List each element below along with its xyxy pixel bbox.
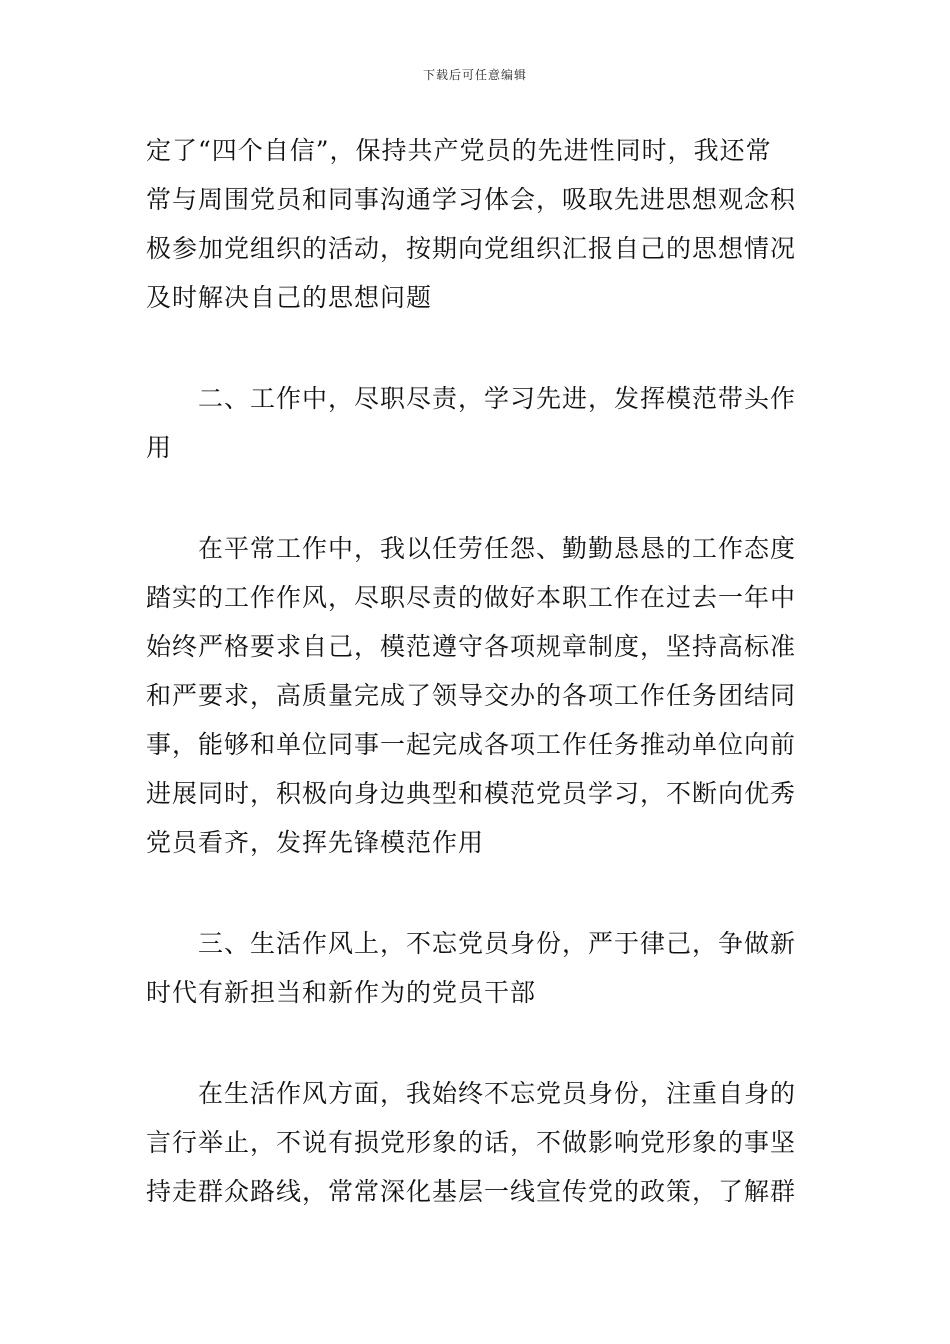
paragraph <box>146 1069 806 1216</box>
text-line: 用 <box>146 433 173 462</box>
paragraph <box>146 126 806 322</box>
text-line: 和严要求，高质量完成了领导交办的各项工作任务团结同 <box>146 681 797 710</box>
header-note: 下载后可任意编辑 <box>422 68 527 82</box>
text-line: 定了“四个自信”，保持共产党员的先进性同时，我还常 <box>146 136 772 165</box>
text-line: 在平常工作中，我以任劳任怨、勤勤恳恳的工作态度 <box>198 534 797 563</box>
text-line: 及时解决自己的思想问题 <box>146 283 433 312</box>
text-line: 持走群众路线，常常深化基层一线宣传党的政策，了解群 <box>146 1177 797 1206</box>
text-line: 极参加党组织的活动，按期向党组织汇报自己的思想情况 <box>146 234 797 263</box>
text-line: 二、工作中，尽职尽责，学习先进，发挥模范带头作 <box>198 384 797 413</box>
paragraph-gap <box>146 867 806 919</box>
text-line: 踏实的工作作风，尽职尽责的做好本职工作在过去一年中 <box>146 583 797 612</box>
document-body <box>146 126 806 1216</box>
text-line: 事，能够和单位同事一起完成各项工作任务推动单位向前 <box>146 730 797 759</box>
paragraph-gap <box>146 322 806 374</box>
section-heading <box>146 919 806 1017</box>
paragraph-gap <box>146 472 806 524</box>
text-line: 党员看齐，发挥先锋模范作用 <box>146 828 485 857</box>
text-line: 在生活作风方面，我始终不忘党员身份，注重自身的 <box>198 1079 797 1108</box>
text-line: 言行举止，不说有损党形象的话，不做影响党形象的事坚 <box>146 1128 797 1157</box>
text-line: 三、生活作风上，不忘党员身份，严于律己，争做新 <box>198 929 797 958</box>
text-line: 时代有新担当和新作为的党员干部 <box>146 978 537 1007</box>
text-line: 进展同时，积极向身边典型和模范党员学习，不断向优秀 <box>146 779 797 808</box>
text-line: 始终严格要求自己，模范遵守各项规章制度，坚持高标准 <box>146 632 797 661</box>
text-line: 常与周围党员和同事沟通学习体会，吸取先进思想观念积 <box>146 185 797 214</box>
section-heading <box>146 374 806 472</box>
paragraph-gap <box>146 1017 806 1069</box>
paragraph <box>146 524 806 867</box>
